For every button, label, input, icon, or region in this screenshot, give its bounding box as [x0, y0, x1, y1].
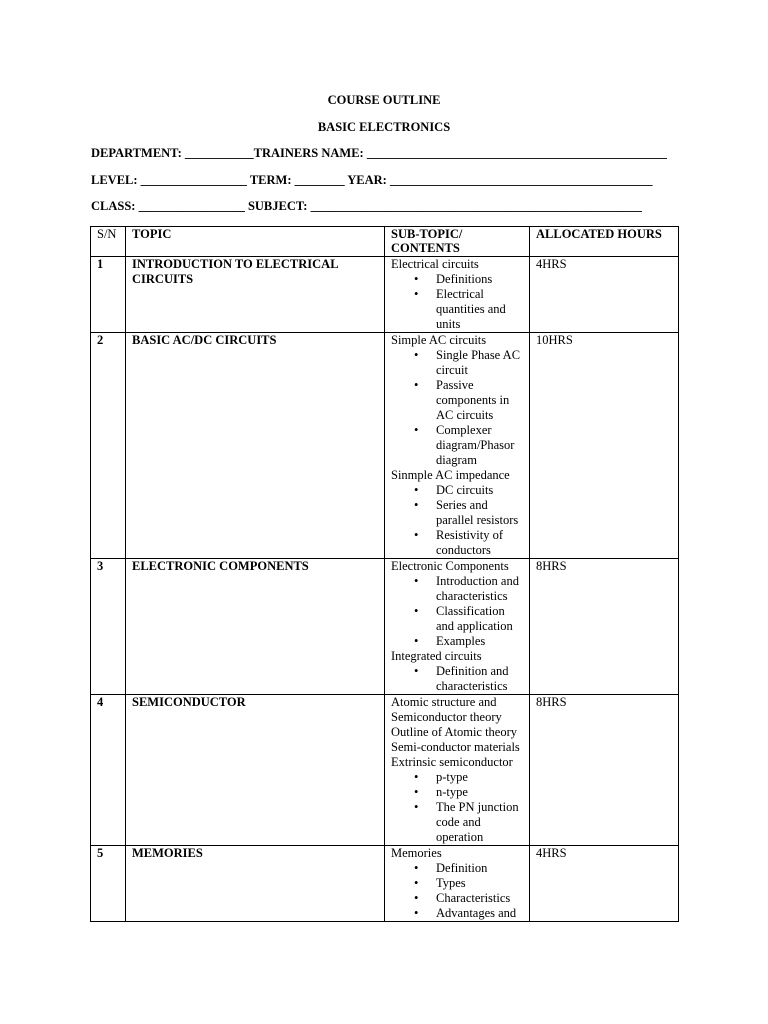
content-text: Simple AC circuits [391, 333, 487, 347]
content-bullet-list [391, 861, 525, 921]
row-sn: 2 [91, 333, 126, 559]
content-bullet-item: • Definition [436, 861, 525, 876]
content-bullet-list [391, 664, 525, 694]
content-bullet-item: • Passive components in AC circuits [436, 378, 525, 423]
content-text: Outline of Atomic theory [391, 725, 518, 739]
row-contents [385, 257, 530, 333]
class-line: CLASS: _________________ SUBJECT: _____________________________________________________ [91, 199, 642, 213]
content-text: Sinmple AC impedance [391, 468, 510, 482]
content-bullet-item: • Series and parallel resistors [436, 498, 525, 528]
content-bullet-item: • Examples [436, 634, 525, 649]
col-header-sn: S/N [91, 227, 126, 257]
row-sn: 3 [91, 559, 126, 695]
row-contents [385, 333, 530, 559]
row-contents [385, 846, 530, 922]
content-bullet-item: • p-type [436, 770, 525, 785]
row-topic: BASIC AC/DC CIRCUITS [126, 333, 385, 559]
content-text: Electronic Components [391, 559, 509, 573]
table-row [91, 257, 679, 333]
content-bullet-list [391, 574, 525, 649]
table-header-row [91, 227, 679, 257]
content-bullet-item: • Complexer diagram/Phasor diagram [436, 423, 525, 468]
row-contents [385, 559, 530, 695]
content-bullet-item: • Characteristics [436, 891, 525, 906]
content-bullet-item: • Introduction and characteristics [436, 574, 525, 604]
page-subtitle: BASIC ELECTRONICS [317, 120, 451, 134]
course-table [90, 226, 679, 922]
row-contents [385, 695, 530, 846]
content-bullet-item: • Definitions [436, 272, 525, 287]
content-text: Extrinsic semiconductor [391, 755, 513, 769]
content-bullet-list [391, 348, 525, 468]
content-bullet-item: • Advantages and [436, 906, 525, 921]
col-header-hours: ALLOCATED HOURS [530, 227, 679, 257]
content-text: Electrical circuits [391, 257, 479, 271]
content-bullet-item: • Single Phase AC circuit [436, 348, 525, 378]
content-text: Memories [391, 846, 442, 860]
content-bullet-item: • Definition and characteristics [436, 664, 525, 694]
row-topic: INTRODUCTION TO ELECTRICAL CIRCUITS [126, 257, 385, 333]
content-text: Atomic structure and Semiconductor theory [391, 695, 502, 724]
row-hours: 8HRS [530, 695, 679, 846]
table-row [91, 846, 679, 922]
row-topic: SEMICONDUCTOR [126, 695, 385, 846]
row-hours: 4HRS [530, 257, 679, 333]
content-text: Integrated circuits [391, 649, 482, 663]
col-header-contents: SUB-TOPIC/ CONTENTS [385, 227, 530, 257]
department-line: DEPARTMENT: ___________TRAINERS NAME: ________________________________________________ [91, 146, 667, 160]
content-text: Semi-conductor materials [391, 740, 520, 754]
level-line: LEVEL: _________________ TERM: ________ YEAR: __________________________________________ [91, 173, 653, 187]
page-title: COURSE OUTLINE [327, 93, 441, 107]
content-bullet-item: • Classification and application [436, 604, 525, 634]
row-sn: 1 [91, 257, 126, 333]
row-sn: 5 [91, 846, 126, 922]
row-hours: 8HRS [530, 559, 679, 695]
content-bullet-item: • The PN junction code and operation [436, 800, 525, 845]
content-bullet-item: • n-type [436, 785, 525, 800]
content-bullet-item: • Types [436, 876, 525, 891]
content-bullet-item: • Electrical quantities and units [436, 287, 525, 332]
row-hours: 4HRS [530, 846, 679, 922]
row-hours: 10HRS [530, 333, 679, 559]
content-bullet-list [391, 483, 525, 558]
content-bullet-item: • Resistivity of conductors [436, 528, 525, 558]
row-topic: MEMORIES [126, 846, 385, 922]
row-topic: ELECTRONIC COMPONENTS [126, 559, 385, 695]
table-row [91, 695, 679, 846]
content-bullet-list [391, 272, 525, 332]
content-bullet-item: • DC circuits [436, 483, 525, 498]
table-row [91, 559, 679, 695]
row-sn: 4 [91, 695, 126, 846]
content-bullet-list [391, 770, 525, 845]
table-row [91, 333, 679, 559]
col-header-topic: TOPIC [126, 227, 385, 257]
